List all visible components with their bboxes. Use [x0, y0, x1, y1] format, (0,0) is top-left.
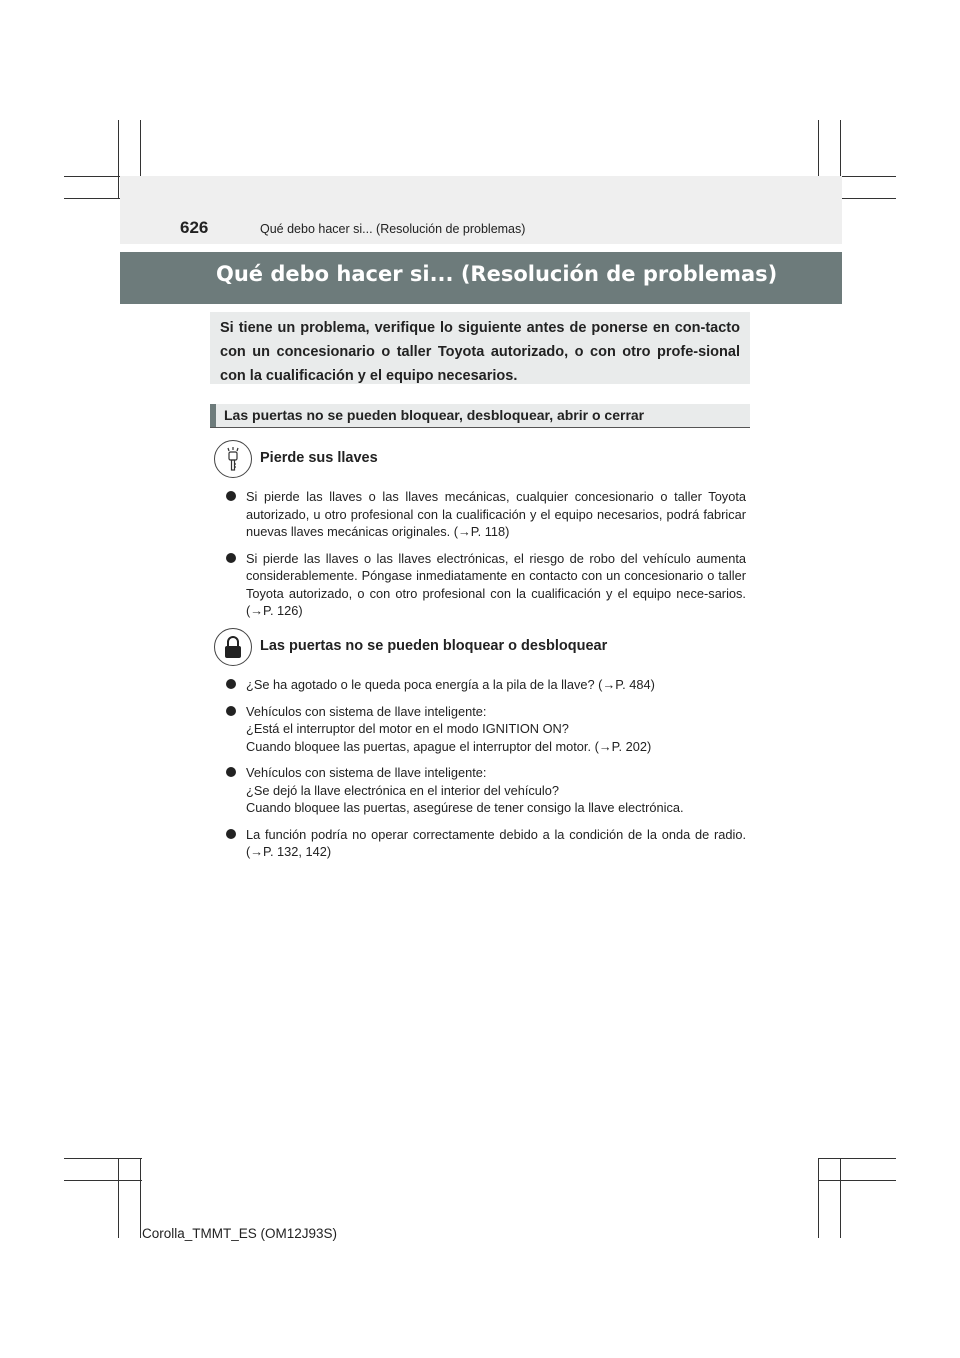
bullet-icon [226, 706, 236, 716]
crop-mark [118, 1158, 119, 1238]
list-item [226, 826, 746, 861]
footer-doc-id: Corolla_TMMT_ES (OM12J93S) [142, 1226, 338, 1241]
page-title: Qué debo hacer si... (Resolución de problemas) [216, 262, 778, 286]
bullet-icon [226, 679, 236, 689]
crop-mark [818, 1180, 896, 1181]
running-head: Qué debo hacer si... (Resolución de problemas) [260, 222, 526, 236]
section-heading-text: Las puertas no se pueden bloquear, desbloquear, abrir o cerrar [224, 407, 645, 423]
crop-mark [118, 120, 119, 198]
intro-box [210, 312, 750, 384]
section-heading [210, 404, 750, 428]
bullet-list-lost-keys [226, 488, 746, 629]
bullet-text: Si pierde las llaves o las llaves mecánicas, cualquier concesionario o taller Toyota autorizado, u otro profesional con la cualificación y el equipo necesarios, podrá fabricar nuevas llaves mecánicas originales. (→P. 118) [246, 489, 746, 539]
crop-mark [140, 1158, 141, 1238]
bullet-list-doors-lock [226, 676, 746, 870]
subsection-title: Pierde sus llaves [260, 450, 378, 466]
bullet-icon [226, 553, 236, 563]
list-item [226, 703, 746, 756]
bullet-text: La función podría no operar correctamente debido a la condición de la onda de radio. (→P. 132, 142) [246, 826, 746, 859]
bullet-icon [226, 829, 236, 839]
list-item [226, 764, 746, 817]
list-item [226, 488, 746, 541]
bullet-text: Vehículos con sistema de llave inteligente: ¿Se dejó la llave electrónica en el interior del vehículo? Cuando bloquee las puertas, asegúrese de tener consigo la llave electrónica. [246, 765, 684, 815]
crop-mark [64, 1180, 142, 1181]
crop-mark [840, 1158, 841, 1238]
bullet-text: Si pierde las llaves o las llaves electrónicas, el riesgo de robo del vehículo aumenta considerablemente. Póngase inmediatamente en contacto con un concesionario o taller Toyota autorizado, o con otro profesional con la cualificación y el equipo nece-sarios. (→P. 126) [246, 550, 746, 618]
list-item [226, 676, 746, 694]
intro-text: Si tiene un problema, verifique lo siguiente antes de ponerse en con-tacto con un concesionario o taller Toyota autorizado, o con otro profe-sional con la cualificación y el equipo necesarios. [220, 320, 740, 384]
page-number: 626 [180, 218, 209, 237]
crop-mark [818, 1158, 896, 1159]
bullet-text: Vehículos con sistema de llave inteligente: ¿Está el interruptor del motor en el modo IGNITION ON? Cuando bloquee las puertas, apague el interruptor del motor. (→P. 202) [246, 703, 652, 754]
list-item [226, 550, 746, 620]
bullet-text: ¿Se ha agotado o le queda poca energía a la pila de la llave? (→P. 484) [246, 677, 655, 692]
key-icon [214, 440, 252, 478]
crop-mark [818, 1158, 819, 1238]
bullet-icon [226, 491, 236, 501]
bullet-icon [226, 767, 236, 777]
lock-icon [214, 628, 252, 666]
subsection-title: Las puertas no se pueden bloquear o desbloquear [260, 638, 608, 654]
crop-mark [64, 1158, 142, 1159]
